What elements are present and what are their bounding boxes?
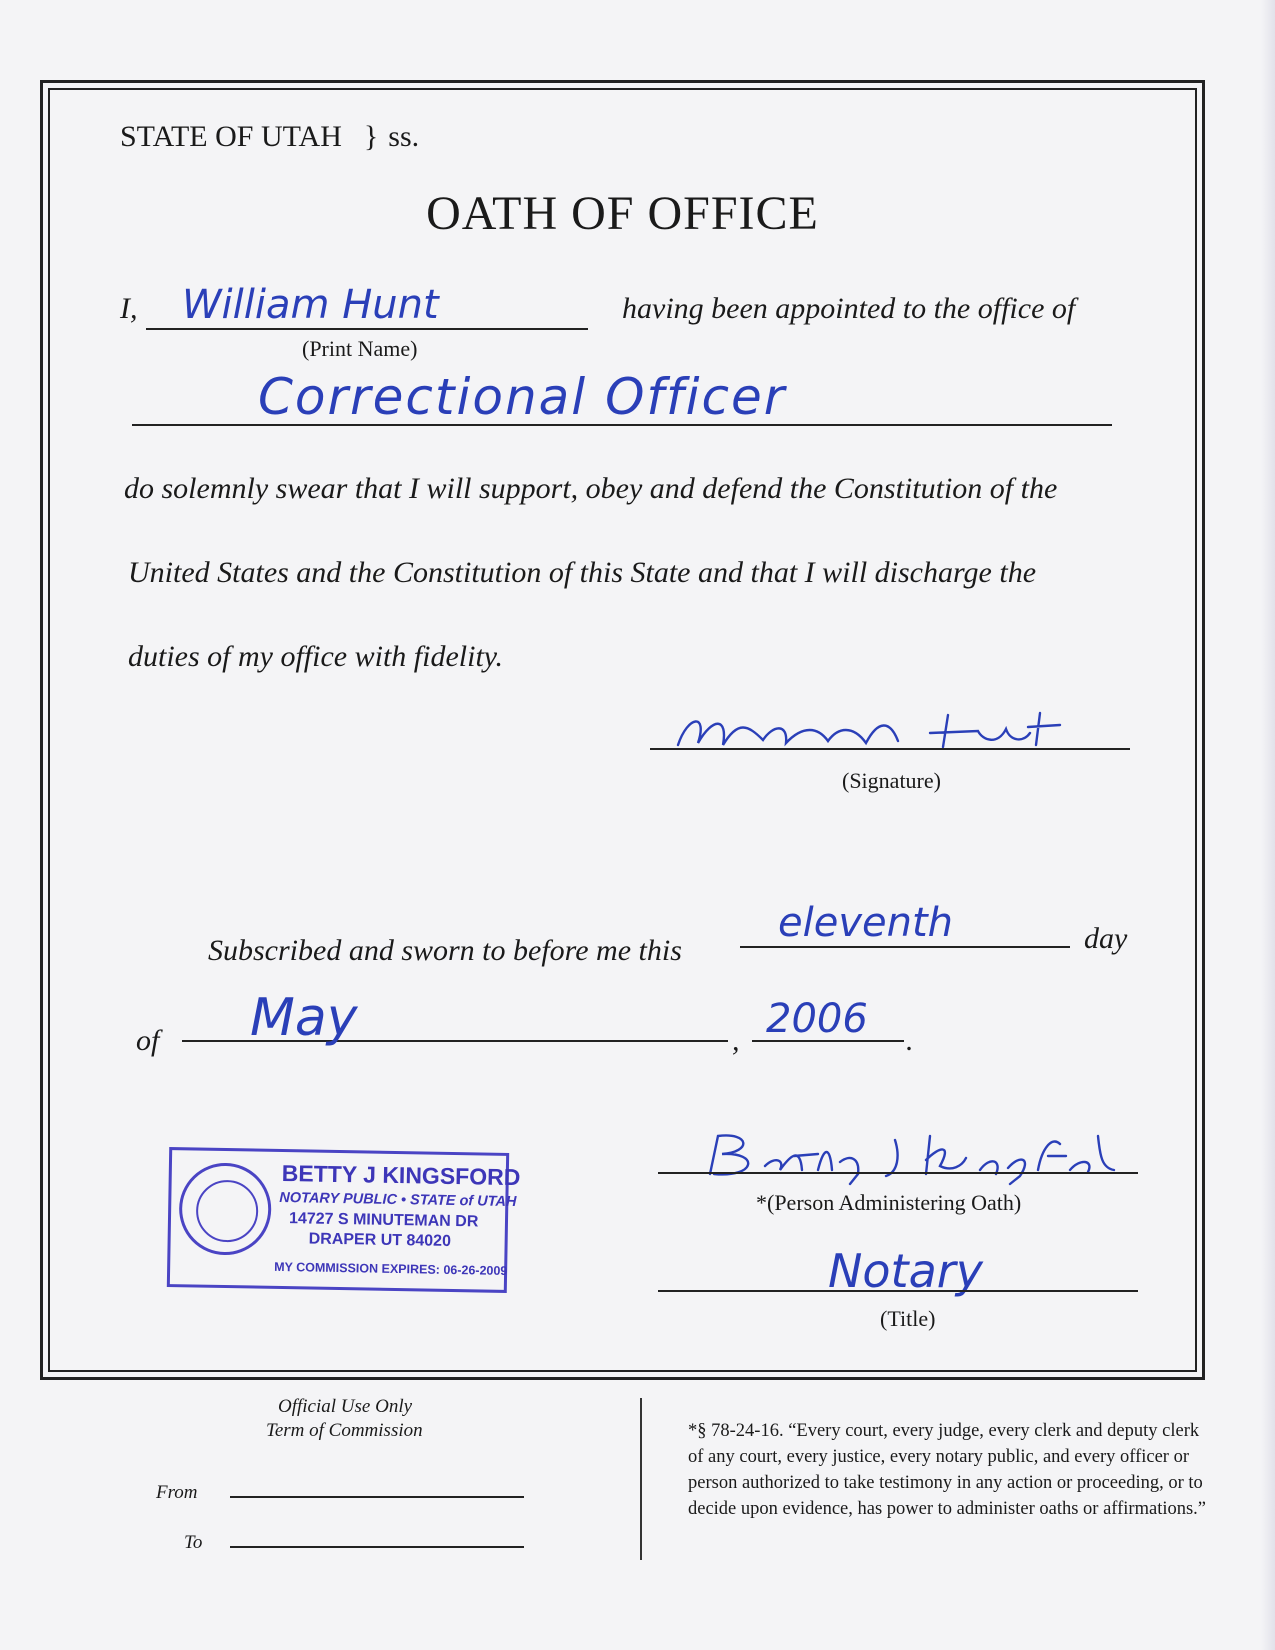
year-handwritten: 2006	[766, 996, 868, 1042]
administering-label: *(Person Administering Oath)	[756, 1190, 1022, 1215]
stamp-address-1: 14727 S MINUTEMAN DR	[288, 1210, 479, 1231]
month-handwritten: May	[250, 988, 358, 1048]
signature-label: (Signature)	[842, 768, 941, 793]
printed-name-handwritten: William Hunt	[182, 282, 439, 328]
stamp-title: NOTARY PUBLIC • STATE of UTAH	[279, 1189, 517, 1211]
stamp-address-2: DRAPER UT 84020	[308, 1230, 452, 1250]
footer-divider	[640, 1398, 642, 1560]
stamp-name: BETTY J KINGSFORD	[281, 1160, 521, 1191]
statute-text: *§ 78-24-16. “Every court, every judge, every clerk and deputy clerk of any court, every justice, every notary public, and every officer or person authorized to take testimony in any action or proceeding, or to decide upon evidence, has power to administer oaths or affirmations.”	[688, 1421, 1207, 1519]
oath-line-2: United States and the Constitution of this State and that I will discharge the	[128, 556, 1037, 589]
notary-signature-image	[690, 1126, 1130, 1186]
administering-line	[658, 1172, 1138, 1174]
year-period: .	[906, 1024, 914, 1057]
official-use-heading: Official Use Only	[278, 1396, 413, 1417]
print-name-label: (Print Name)	[302, 336, 418, 361]
appointed-text: having been appointed to the office of	[622, 292, 1076, 325]
office-handwritten: Correctional Officer	[258, 368, 787, 426]
signature-line	[650, 748, 1130, 750]
from-label: From	[156, 1482, 198, 1503]
to-line	[230, 1546, 524, 1548]
of-word: of	[136, 1024, 160, 1057]
ss-abbrev: ss.	[388, 120, 420, 153]
day-line	[740, 946, 1070, 948]
from-line	[230, 1496, 524, 1498]
state-name: STATE OF UTAH	[120, 120, 342, 153]
title-line	[658, 1290, 1138, 1292]
notary-stamp	[167, 1147, 521, 1293]
day-word: day	[1084, 922, 1128, 955]
document-title: OATH OF OFFICE	[426, 187, 819, 240]
oath-line-1: do solemnly swear that I will support, obey and defend the Constitution of the	[124, 472, 1058, 505]
page-edge	[1261, 0, 1275, 1650]
month-comma: ,	[732, 1024, 740, 1057]
oath-line-3: duties of my office with fidelity.	[128, 640, 503, 673]
print-name-line	[146, 328, 588, 330]
term-of-commission-heading: Term of Commission	[266, 1420, 423, 1441]
sworn-prefix: Subscribed and sworn to before me this	[208, 934, 682, 967]
day-handwritten: eleventh	[778, 900, 953, 946]
state-seal-icon	[178, 1162, 272, 1256]
brace-symbol: }	[363, 120, 379, 153]
stamp-commission: MY COMMISSION EXPIRES: 06-26-2009	[274, 1259, 508, 1278]
to-label: To	[184, 1532, 203, 1553]
pronoun-i: I,	[120, 292, 138, 325]
title-label: (Title)	[880, 1306, 936, 1331]
state-heading	[120, 120, 419, 154]
title-handwritten: Notary	[828, 1244, 983, 1298]
